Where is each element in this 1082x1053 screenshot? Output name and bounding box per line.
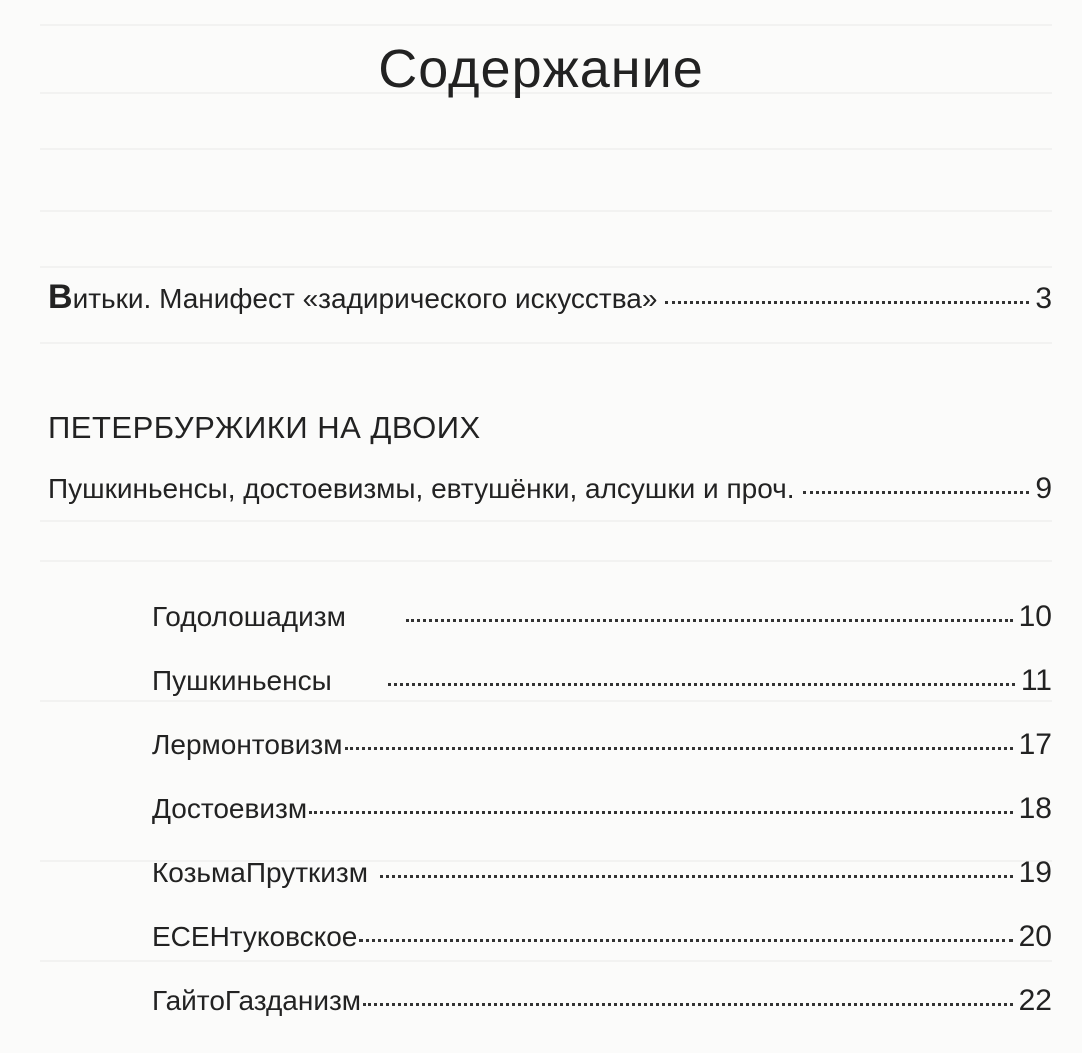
toc-entry-label: [48, 278, 657, 317]
toc-entry[interactable]: [152, 984, 1052, 1018]
dot-leader: [363, 1003, 1013, 1006]
toc-entry-label: Достоевизм: [152, 793, 308, 824]
dot-leader: [406, 619, 1013, 622]
toc-page-number: 20: [1018, 920, 1052, 953]
toc-page-number: 18: [1018, 792, 1052, 825]
toc-entry-label: ЕСЕНтуковское: [152, 921, 358, 952]
show-through-line: [40, 560, 1052, 562]
toc-entry-label: Годолошадизм: [152, 601, 346, 632]
toc-page-number: 11: [1020, 664, 1052, 697]
dot-leader: [359, 939, 1012, 942]
toc-entry-label: ГайтоГазданизм: [152, 985, 362, 1016]
page-title: Содержание: [378, 39, 704, 99]
toc-page-number: 10: [1018, 600, 1052, 633]
show-through-line: [40, 520, 1052, 522]
show-through-line: [40, 960, 1052, 962]
dot-leader: [388, 683, 1015, 686]
drop-cap: В: [48, 278, 73, 316]
show-through-line: [40, 342, 1052, 344]
dot-leader: [803, 491, 1030, 494]
toc-entry-intro[interactable]: [48, 278, 1052, 317]
toc-entry-label: Лермонтовизм: [152, 729, 343, 760]
section-heading: ПЕТЕРБУРЖИКИ НА ДВОИХ: [48, 410, 481, 445]
toc-entry[interactable]: [152, 600, 1052, 634]
toc-entry-label: Пушкиньенсы, достоевизмы, евтушёнки, алсушки и проч.: [48, 473, 795, 504]
toc-entry[interactable]: [152, 792, 1052, 826]
show-through-line: [40, 148, 1052, 150]
show-through-line: [40, 266, 1052, 268]
toc-entry[interactable]: [152, 728, 1052, 762]
toc-page-number: 19: [1018, 856, 1052, 889]
toc-entry[interactable]: [152, 856, 1052, 890]
toc-page-number: 9: [1035, 472, 1052, 505]
toc-entry-label: Пушкиньенсы: [152, 665, 332, 696]
toc-entry-label: КозьмаПруткизм: [152, 857, 369, 888]
toc-entry-section-intro[interactable]: [48, 472, 1052, 506]
show-through-line: [40, 700, 1052, 702]
toc-page-number: 3: [1035, 282, 1052, 315]
toc-page-number: 17: [1018, 728, 1052, 761]
toc-entry-label-rest: итьки. Манифест «задирического искусства»: [72, 283, 658, 314]
dot-leader: [380, 875, 1013, 878]
toc-page-number: 22: [1018, 984, 1052, 1017]
toc-entry[interactable]: [152, 664, 1052, 698]
show-through-line: [40, 24, 1052, 26]
dot-leader: [665, 301, 1029, 304]
dot-leader: [345, 747, 1013, 750]
dot-leader: [309, 811, 1013, 814]
toc-entry[interactable]: [152, 920, 1052, 954]
show-through-line: [40, 210, 1052, 212]
